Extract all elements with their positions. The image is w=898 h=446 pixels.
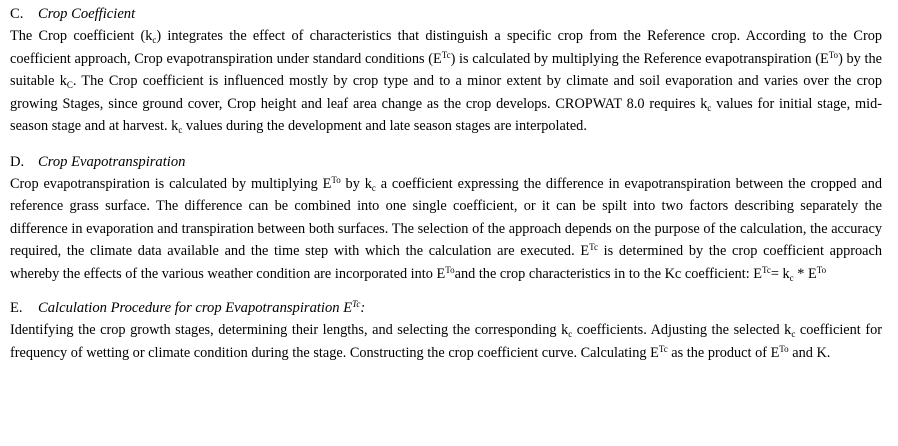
document-page <box>10 3 882 364</box>
superscript: To <box>816 264 827 275</box>
subscript: c <box>152 35 157 45</box>
subscript: c <box>178 125 183 135</box>
section-number: D. <box>10 153 25 170</box>
subscript: c <box>707 102 712 113</box>
superscript: To <box>828 49 839 60</box>
section-title: Crop Evapotranspiration <box>38 153 186 170</box>
superscript: Tc <box>762 264 771 275</box>
section-heading-crop-coefficient <box>10 3 882 25</box>
section-heading-crop-evapotranspiration <box>10 151 882 173</box>
section-title: Crop Coefficient <box>38 6 136 22</box>
section-title: Calculation Procedure for crop Evapotranspiration $E^{Tc}$: <box>38 299 366 316</box>
section-number: C. <box>10 6 24 22</box>
section-heading-calculation-procedure <box>10 297 882 319</box>
section-number: E. <box>10 300 23 316</box>
superscript: To <box>779 343 789 354</box>
subscript: c <box>789 272 794 283</box>
subscript: c <box>371 182 376 193</box>
paragraph-crop-coefficient: The Crop coefficient $(k_c)$ integrates the effect of characteristics that distinguish a specific crop from the Reference crop. According to the Crop coefficient approach, Crop evapotranspiration under standard conditions $(E^{Tc})$ is calculated by multiplying the Reference evapotranspiration $(E^{To})$ by the suitable $k_C$. The Crop coefficient is influenced mostly by crop type and to a minor extent by climate and soil evaporation and varies over the crop growing Stages, since ground cover, Crop height and leaf area change as the crop develops. CROPWAT 8.0 requires $k_c$ values for initial stage, mid-season stage and at harvest. $k_c$ values during the development and late season stages are interpolated. <box>10 28 883 135</box>
paragraph-crop-evapotranspiration: Crop evapotranspiration is calculated by multiplying $E^{To}$ by $k_c$ a coefficient expressing the difference in evapotranspiration between the cropped and reference grass surface. The difference can be combined into one single coefficient, or it can be spilt into two factors describing separately the difference in evaporation and transpiration between both surfaces. The selection of the approach depends on the purpose of the calculation, the accuracy required, the climate data available and the time step with which the calculation are executed. $E^{Tc}$ is determined by the crop coefficient approach whereby the effects of the various weather condition are incorporated into $E^{To}and$ the crop characteristics in to the Kc coefficient: $E^{Tc}= k_c * E^{To}$ <box>10 174 883 283</box>
superscript: Tc <box>658 343 668 354</box>
superscript: Tc <box>352 299 361 309</box>
paragraph-calculation-procedure: Identifying the crop growth stages, determining their lengths, and selecting the corresponding $k_c$ coefficients. Adjusting the selected $k_c$ coefficient for frequency of wetting or climate condition during the stage. Constructing the crop coefficient curve. Calculating $E^{Tc}$ as the product of $E^{To}$ and K. <box>10 322 882 361</box>
superscript: Tc <box>589 242 598 252</box>
superscript: To <box>445 264 455 275</box>
subscript: C <box>66 80 73 90</box>
subscript: c <box>568 329 573 339</box>
superscript: Tc <box>441 49 451 60</box>
superscript: To <box>331 174 341 185</box>
subscript: c <box>791 329 796 339</box>
